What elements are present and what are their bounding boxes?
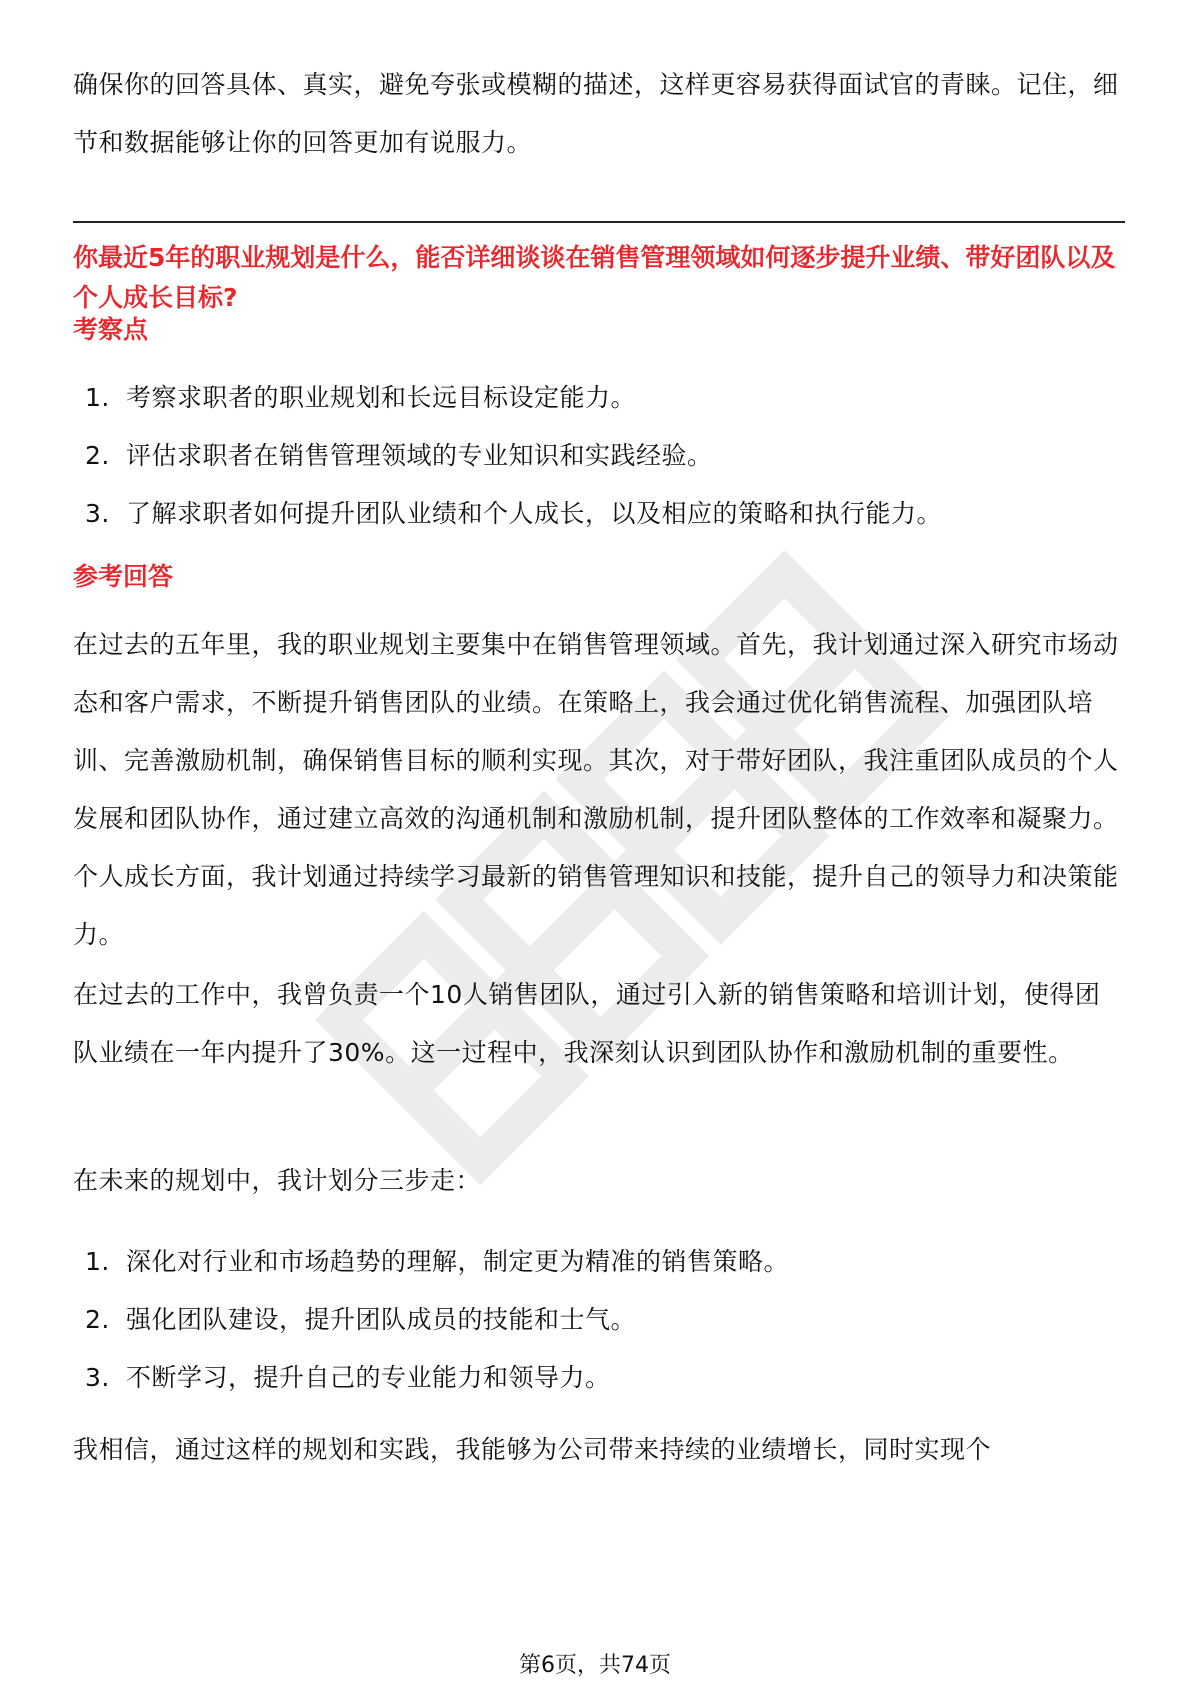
page-footer: 第6页，共74页	[519, 1653, 671, 1678]
list-item: 1. 考察求职者的职业规划和长远目标设定能力。	[85, 383, 637, 412]
answer-paragraph-4: 我相信，通过这样的规划和实践，我能够为公司带来持续的业绩增长，同时实现个	[73, 1435, 992, 1464]
question-heading: 你最近5年的职业规划是什么，能否详细谈谈在销售管理领域如何逐步提升业绩、带好团队以及个人成长目标?	[73, 243, 1116, 312]
assessment-list	[73, 369, 1125, 543]
assessment-title: 考察点	[73, 315, 149, 344]
answer-paragraph-1: 在过去的五年里，我的职业规划主要集中在销售管理领域。首先，我计划通过深入研究市场动态和客户需求，不断提升销售团队的业绩。在策略上，我会通过优化销售流程、加强团队培训、完善激励机制，确保销售目标的顺利实现。其次，对于带好团队，我注重团队成员的个人发展和团队协作，通过建立高效的沟通机制和激励机制，提升团队整体的工作效率和凝聚力。个人成长方面，我计划通过持续学习最新的销售管理知识和技能，提升自己的领导力和决策能力。	[73, 630, 1119, 949]
list-item: 3. 不断学习，提升自己的专业能力和领导力。	[85, 1363, 611, 1392]
list-item: 2. 强化团队建设，提升团队成员的技能和士气。	[85, 1305, 637, 1334]
answer-paragraph-2: 在过去的工作中，我曾负责一个10人销售团队，通过引入新的销售策略和培训计划，使得团队业绩在一年内提升了30%。这一过程中，我深刻认识到团队协作和激励机制的重要性。	[73, 980, 1101, 1067]
intro-paragraph: 确保你的回答具体、真实，避免夸张或模糊的描述，这样更容易获得面试官的青睐。记住，细节和数据能够让你的回答更加有说服力。	[73, 70, 1119, 157]
list-item: 2. 评估求职者在销售管理领域的专业知识和实践经验。	[85, 441, 713, 470]
steps-list	[73, 1233, 1125, 1407]
answer-title: 参考回答	[73, 562, 174, 591]
list-item: 1. 深化对行业和市场趋势的理解，制定更为精准的销售策略。	[85, 1247, 790, 1276]
answer-paragraph-3: 在未来的规划中，我计划分三步走：	[73, 1166, 482, 1195]
list-item: 3. 了解求职者如何提升团队业绩和个人成长，以及相应的策略和执行能力。	[85, 499, 943, 528]
section-divider	[73, 221, 1125, 223]
